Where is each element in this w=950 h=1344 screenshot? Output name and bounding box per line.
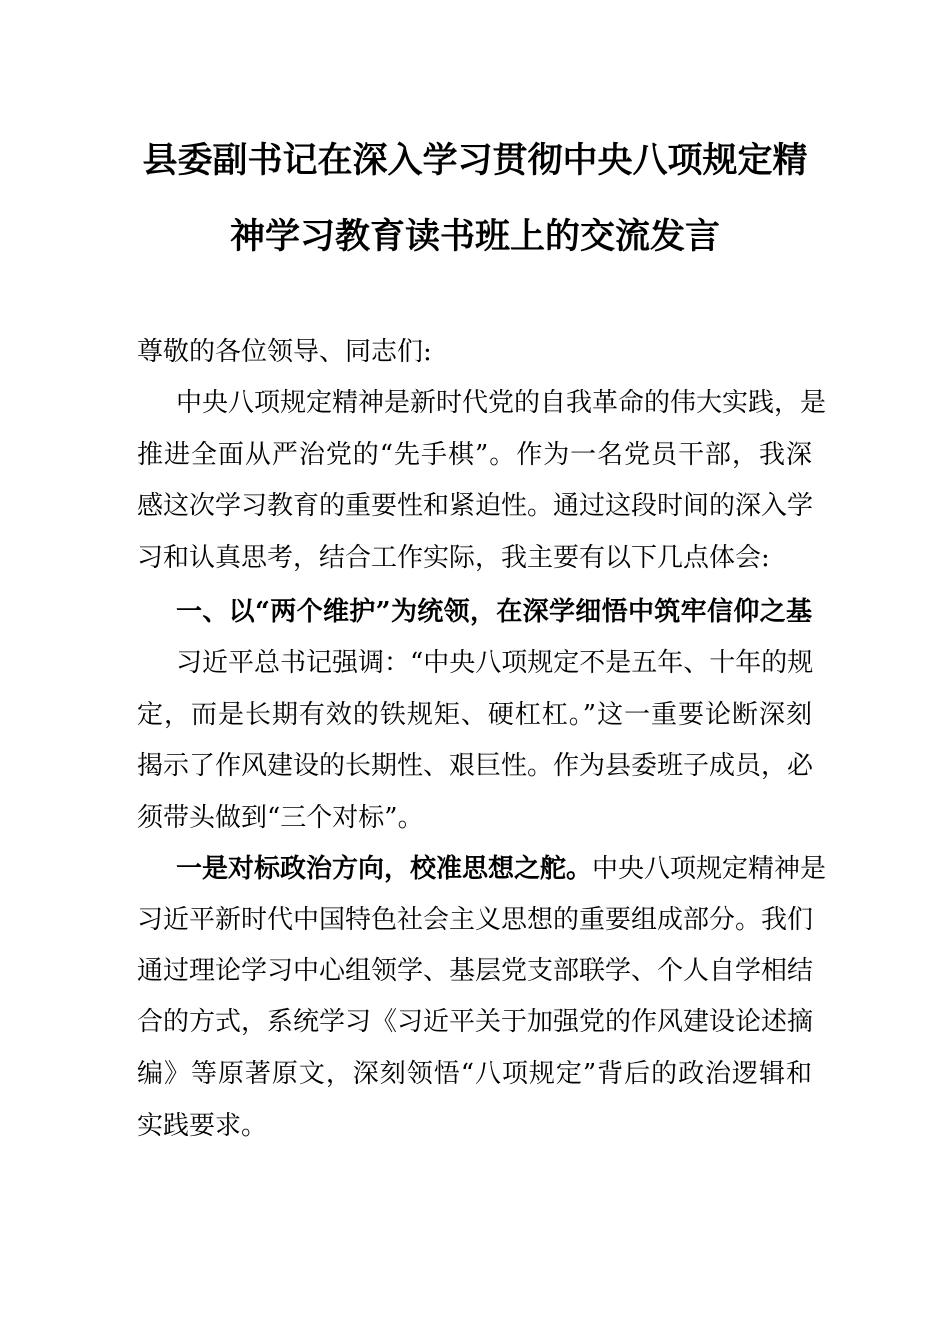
text-line: 通过理论学习中心组领学、基层党支部联学、个人自学相结 [137,956,814,986]
text-line: 实践要求。 [137,1111,268,1141]
text-line: 中央八项规定精神是新时代党的自我革命的伟大实践，是 [176,388,827,418]
text-line: 习近平新时代中国特色社会主义思想的重要组成部分。我们 [137,905,814,935]
text-line: 定，而是长期有效的铁规矩、硬杠杠。”这一重要论断深刻 [137,700,812,730]
text-line: 编》等原著原文，深刻领悟“八项规定”背后的政治逻辑和 [137,1059,812,1089]
document-title-line-2: 神学习教育读书班上的交流发言 [229,217,720,257]
text-line: 合的方式，系统学习《习近平关于加强党的作风建设论述摘 [137,1007,814,1037]
text-line: 习近平总书记强调：“中央八项规定不是五年、十年的规 [176,648,814,678]
text-line [176,852,827,886]
text-line: 揭示了作风建设的长期性、艰巨性。作为县委班子成员，必 [137,751,814,781]
section-heading-1: 一、以“两个维护”为统领，在深学细悟中筑牢信仰之基 [176,597,812,627]
bold-lead: 一是对标政治方向，校准思想之舵。 [176,854,593,884]
text-line: 推进全面从严治党的“先手棋”。作为一名党员干部，我深 [137,440,812,470]
text-line: 习和认真思考，结合工作实际，我主要有以下几点体会: [137,543,770,573]
text-line: 须带头做到“三个对标”。 [137,803,424,833]
text-span: 中央八项规定精神是 [592,854,827,884]
salutation: 尊敬的各位领导、同志们: [137,337,432,367]
text-line: 感这次学习教育的重要性和紧迫性。通过这段时间的深入学 [137,491,814,521]
document-title-line-1: 县委副书记在深入学习贯彻中央八项规定精 [142,141,808,181]
